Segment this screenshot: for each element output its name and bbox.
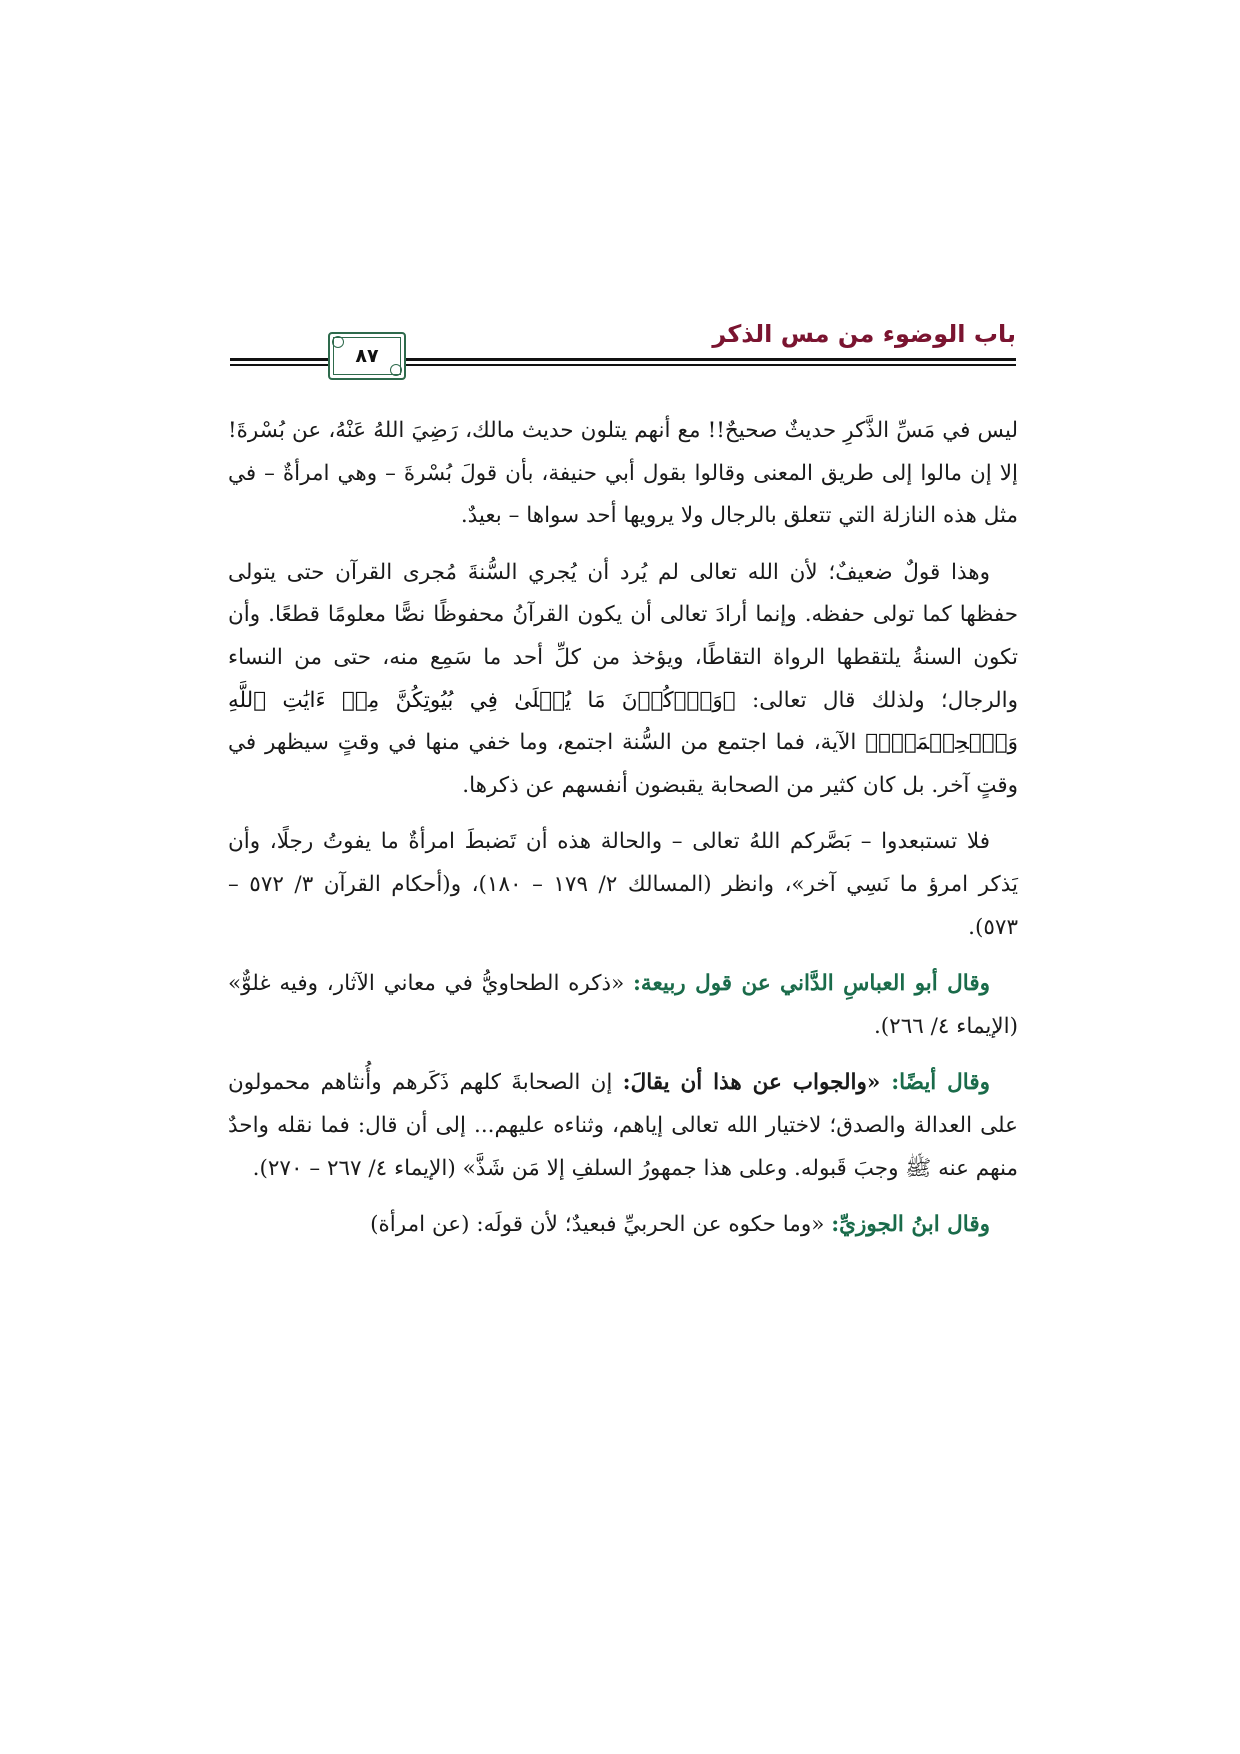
paragraph-4 [228, 963, 1018, 1048]
paragraph-text: إن الصحابةَ كلهم ذَكَرهم وأُنثاهم محمولون على العدالة والصدق؛ لاختيار الله تعالى إياهم، وثناءه عليهم... إلى أن قال: فما نقله واحدٌ منهم عنه ﷺ وجبَ قَبوله. وعلى هذا جمهورُ السلفِ إلا مَن شَذَّ» (الإيماء ٤/ ٢٦٧ – ٢٧٠). [228, 1070, 1018, 1181]
paragraph-text: فلا تستبعدوا – بَصَّركم اللهُ تعالى – والحالة هذه أن تَضبطَ امرأةٌ ما يفوتُ رجلًا، وأن يَذكر امرؤ ما نَسِي آخر»، وانظر (المسالك ٢/ ١٧٩ – ١٨٠)، و(أحكام القرآن ٣/ ٥٧٢ – ٥٧٣). [228, 829, 1018, 940]
paragraph-text: ليس في مَسِّ الذَّكرِ حديثٌ صحيحٌ!! مع أنهم يتلون حديث مالك، رَضِيَ اللهُ عَنْهُ، عن بُسْرةَ! إلا إن مالوا إلى طريق المعنى وقالوا بقول أبي حنيفة، بأن قولَ بُسْرةَ – وهي امرأةٌ – في مثل هذه النازلة التي تتعلق بالرجال ولا يرويها أحد سواها – بعيدٌ. [228, 418, 1018, 529]
header-rule [360, 364, 1016, 366]
quote-lead: وقال ابنُ الجوزيِّ: [831, 1212, 990, 1238]
page-body [228, 410, 1018, 1247]
page-number-badge [328, 332, 406, 380]
paragraph-text: «وما حكوه عن الحربيِّ فبعيدٌ؛ لأن قولَه: (عن امرأة) [370, 1212, 832, 1238]
quran-verse: ﴿وَٱذۡكُرۡنَ مَا يُتۡلَىٰ فِي بُيُوتِكُنَّ مِنۡ ءَايَٰتِ ٱللَّهِ وَٱلۡحِكۡمَةِۚ﴾ [228, 687, 1018, 756]
paragraph-5 [228, 1062, 1018, 1190]
paragraph-1 [228, 410, 1018, 538]
header-rule [230, 364, 328, 366]
paragraph-3 [228, 821, 1018, 949]
chapter-title: باب الوضوء من مس الذكر [712, 320, 1016, 348]
header-rule [230, 358, 328, 361]
quote-bold: «والجواب عن هذا أن يقالَ: [622, 1070, 892, 1096]
quote-lead: وقال أيضًا: [891, 1070, 991, 1096]
paragraph-2 [228, 552, 1018, 808]
paragraph-6 [228, 1204, 1018, 1247]
quote-lead: وقال أبو العباسِ الدَّاني عن قول ربيعة: [633, 971, 990, 997]
paragraph-text: الآية، فما اجتمع من السُّنة اجتمع، وما خفي منها في وقتٍ سيظهر في وقتٍ آخر. بل كان كثير من الصحابة يقبضون أنفسهم عن ذكرها. [228, 730, 1018, 798]
page-header [230, 318, 1016, 378]
paragraph-text: «ذكره الطحاويُّ في معاني الآثار، وفيه غلوٌّ» (الإيماء ٤/ ٢٦٦). [228, 971, 1018, 1039]
page-number: ٨٧ [355, 345, 379, 367]
paragraph-text: وهذا قولٌ ضعيفٌ؛ لأن الله تعالى لم يُرد أن يُجري السُّنةَ مُجرى القرآن حتى يتولى حفظها كما تولى حفظه. وإنما أرادَ تعالى أن يكون القرآنُ محفوظًا نصًّا معلومًا قطعًا. وأن تكون السنةُ يلتقطها الرواة التقاطًا، ويؤخذ من كلِّ أحد ما سَمِع منه، حتى من النساء والرجال؛ ولذلك قال تعالى: [228, 559, 1018, 713]
header-rule [360, 358, 1016, 361]
